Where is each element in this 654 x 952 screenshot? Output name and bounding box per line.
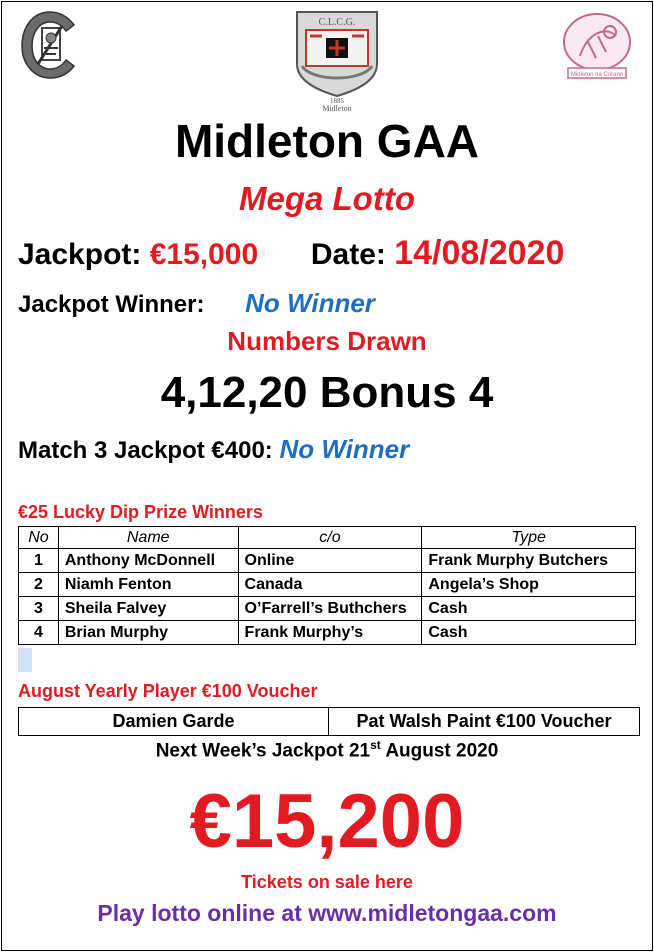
cell-type: Cash (422, 621, 636, 645)
cell-type: Cash (422, 597, 636, 621)
match3-line (18, 434, 409, 465)
match3-label: Match 3 Jackpot €400: (18, 437, 273, 464)
crest-banner-text: Midleton na Corann (570, 72, 624, 78)
date-value: 14/08/2020 (394, 234, 565, 272)
august-voucher-table (18, 707, 640, 736)
midleton-gaa-crest-icon (292, 8, 382, 112)
lotto-results-page (1, 1, 653, 951)
august-voucher-title: August Yearly Player €100 Voucher (18, 681, 318, 701)
cell-no: 4 (19, 621, 59, 645)
crest-year: 1885 (330, 97, 344, 105)
jackpot-winner-label: Jackpot Winner: (18, 291, 205, 318)
numbers-drawn-value: 4,12,20 Bonus 4 (160, 368, 494, 417)
table-row (19, 597, 636, 621)
cell-no: 1 (19, 549, 59, 573)
match3-value: No Winner (279, 434, 410, 464)
crest-top-text: C.L.C.G. (318, 17, 356, 28)
cell-co: O’Farrell’s Buthchers (238, 597, 422, 621)
header-name: Name (58, 527, 238, 549)
cell-type: Frank Murphy Butchers (422, 549, 636, 573)
page-title: Midleton GAA (174, 115, 480, 167)
table-row (19, 621, 636, 645)
voucher-winner: Damien Garde (19, 708, 329, 736)
lucky-dip-title: €25 Lucky Dip Prize Winners (18, 502, 263, 522)
jackpot-line (18, 234, 564, 273)
cell-type: Angela’s Shop (422, 573, 636, 597)
jackpot-winner-value: No Winner (245, 288, 375, 318)
play-online-link[interactable]: Play lotto online at www.midletongaa.com (97, 900, 557, 926)
cell-name: Niamh Fenton (58, 573, 238, 597)
header-type: Type (422, 527, 636, 549)
table-row (19, 708, 640, 736)
jackpot-winner-line (18, 288, 375, 319)
date-label: Date: (310, 238, 386, 271)
cell-name: Brian Murphy (58, 621, 238, 645)
next-week-prefix: Next Week’s Jackpot 21 (155, 740, 371, 762)
cell-co: Frank Murphy’s (238, 621, 422, 645)
cell-no: 3 (19, 597, 59, 621)
tickets-on-sale: Tickets on sale here (241, 872, 413, 892)
next-jackpot-amount: €15,200 (189, 779, 465, 864)
voucher-prize: Pat Walsh Paint €100 Voucher (329, 708, 640, 736)
header-no: No (19, 527, 59, 549)
header-co: c/o (238, 527, 422, 549)
next-week-jackpot (2, 738, 652, 762)
jackpot-label: Jackpot: (18, 238, 142, 271)
camogie-crest-icon (16, 8, 84, 82)
lucky-dip-table (18, 526, 636, 645)
cell-name: Sheila Falvey (58, 597, 238, 621)
ladies-football-crest-icon (558, 12, 636, 84)
numbers-drawn-label: Numbers Drawn (227, 326, 427, 356)
table-row (19, 549, 636, 573)
cell-co: Canada (238, 573, 422, 597)
next-week-sup: st (370, 738, 381, 752)
table-row (19, 573, 636, 597)
cell-name: Anthony McDonnell (58, 549, 238, 573)
cell-co: Online (238, 549, 422, 573)
subtitle: Mega Lotto (239, 180, 415, 217)
next-week-suffix: August 2020 (380, 740, 499, 762)
crest-place: Midleton (322, 104, 352, 112)
text-cursor-highlight (18, 648, 32, 672)
jackpot-value: €15,000 (149, 238, 259, 271)
cell-no: 2 (19, 573, 59, 597)
table-header-row (19, 527, 636, 549)
